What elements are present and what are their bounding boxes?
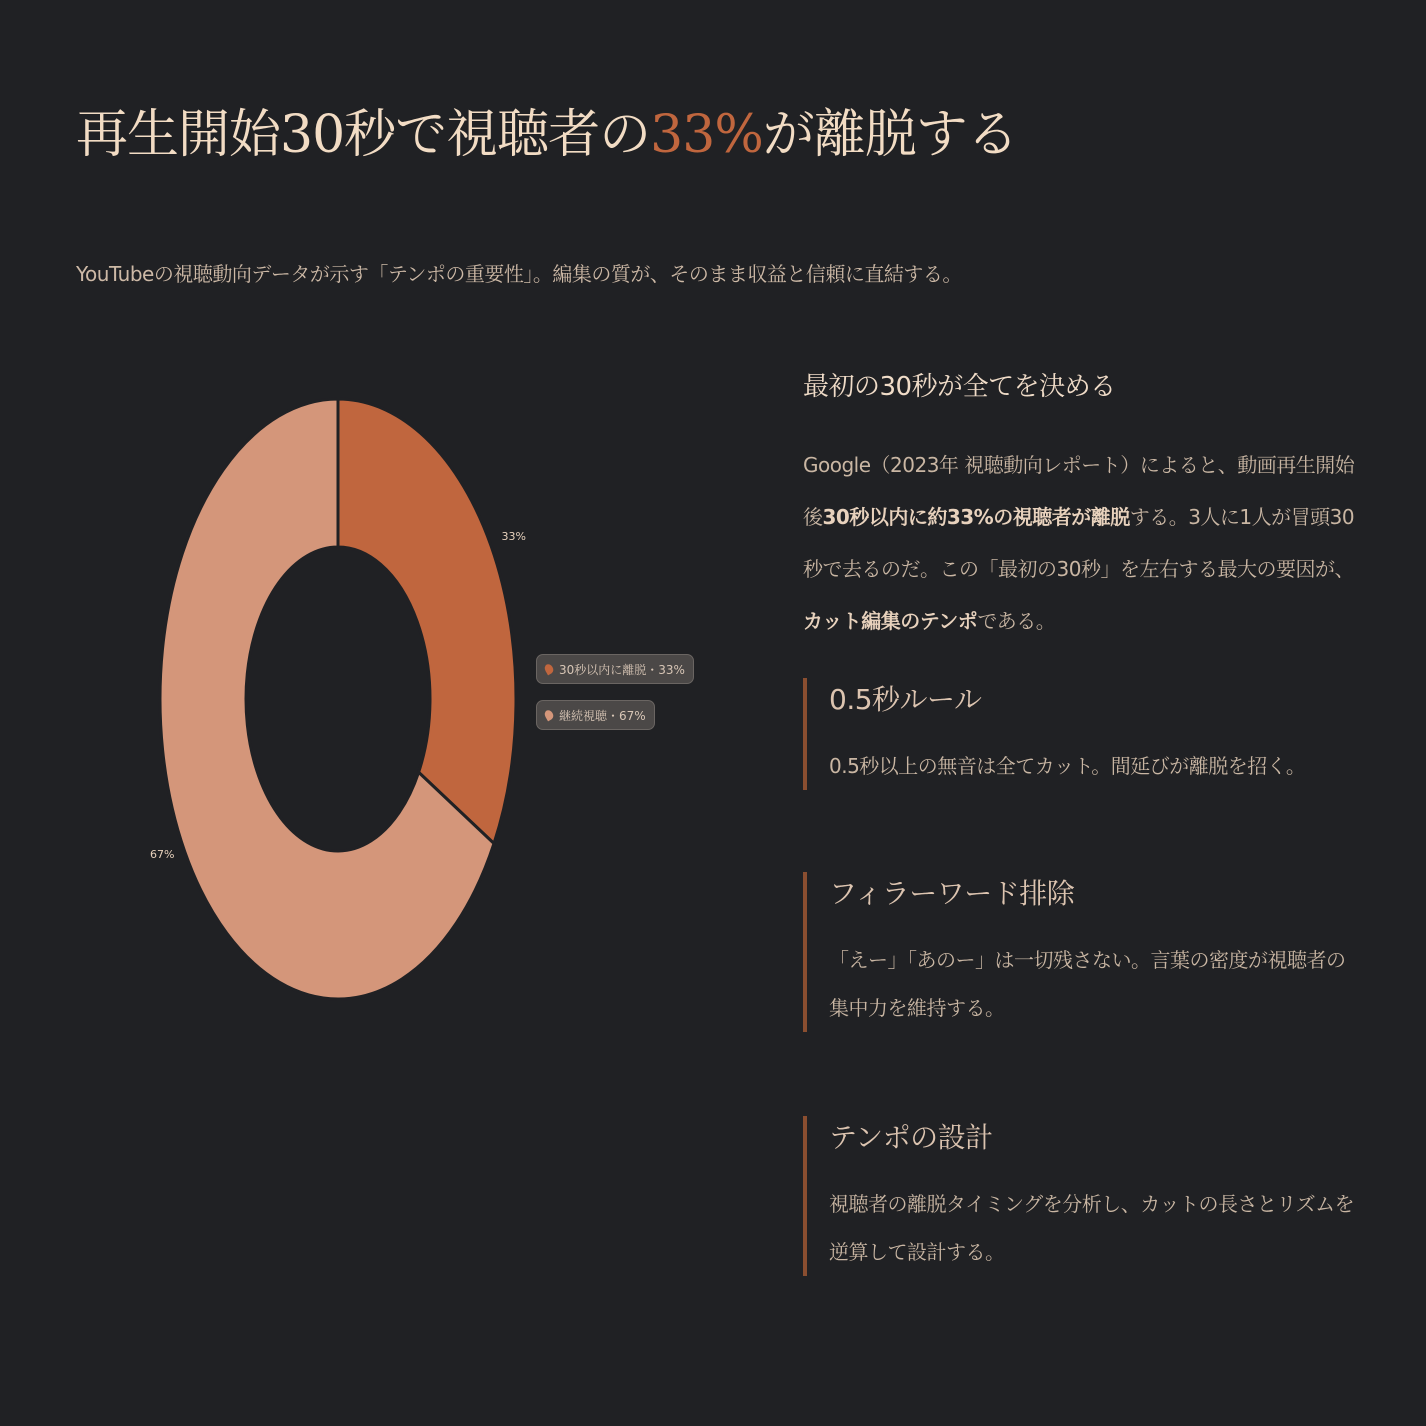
explanation-panel [803, 366, 1363, 1264]
legend-swatch-dropoff [543, 663, 555, 676]
page-title [76, 92, 1018, 167]
rule-card-filler-words [803, 872, 1363, 1032]
title-after: が離脱する [762, 105, 1018, 165]
card-text: 0.5秒以上の無音は全てカット。間延びが離脱を招く。 [829, 754, 1306, 778]
title-before: 再生開始30秒で視聴者の [76, 105, 651, 165]
donut-chart [0, 330, 760, 1070]
legend-swatch-continue [543, 709, 555, 722]
rule-card-tempo-design [803, 1116, 1363, 1276]
card-title: 0.5秒ルール [829, 683, 982, 716]
card-text: 「えー」「あのー」は一切残さない。言葉の密度が視聴者の集中力を維持する。 [829, 948, 1346, 1020]
body-part-3: である。 [977, 609, 1056, 633]
chart-legend [536, 654, 694, 746]
body-part-1: Google（2023年 視聴動向レポート）によると、動画再生開始後 [803, 453, 1355, 529]
donut-slice-0[interactable] [338, 399, 516, 844]
legend-item-continue[interactable] [536, 700, 655, 730]
card-title: テンポの設計 [829, 1121, 993, 1154]
body-part-2: する。3人に1人が冒頭30秒で去るのだ。この「最初の30秒」を左右する最大の要因が、 [803, 505, 1355, 581]
legend-item-dropoff[interactable] [536, 654, 694, 684]
legend-label-continue: 継続視聴・67% [559, 708, 646, 723]
page-subtitle: YouTubeの視聴動向データが示す「テンポの重要性」。編集の質が、そのまま収益と信頼に直結する。 [76, 262, 962, 286]
legend-label-dropoff: 30秒以内に離脱・33% [559, 662, 685, 677]
card-text: 視聴者の離脱タイミングを分析し、カットの長さとリズムを逆算して設計する。 [829, 1192, 1355, 1264]
title-accent: 33% [650, 105, 763, 165]
body-bold-1: 30秒以内に約33%の視聴者が離脱 [822, 505, 1130, 529]
rule-card-half-second [803, 678, 1363, 790]
section-title: 最初の30秒が全てを決める [803, 372, 1116, 402]
card-title: フィラーワード排除 [829, 877, 1075, 910]
donut-data-label-0: 33% [501, 530, 526, 544]
body-bold-2: カット編集のテンポ [803, 609, 978, 633]
section-body [803, 439, 1363, 647]
donut-data-label-1: 67% [150, 847, 175, 861]
